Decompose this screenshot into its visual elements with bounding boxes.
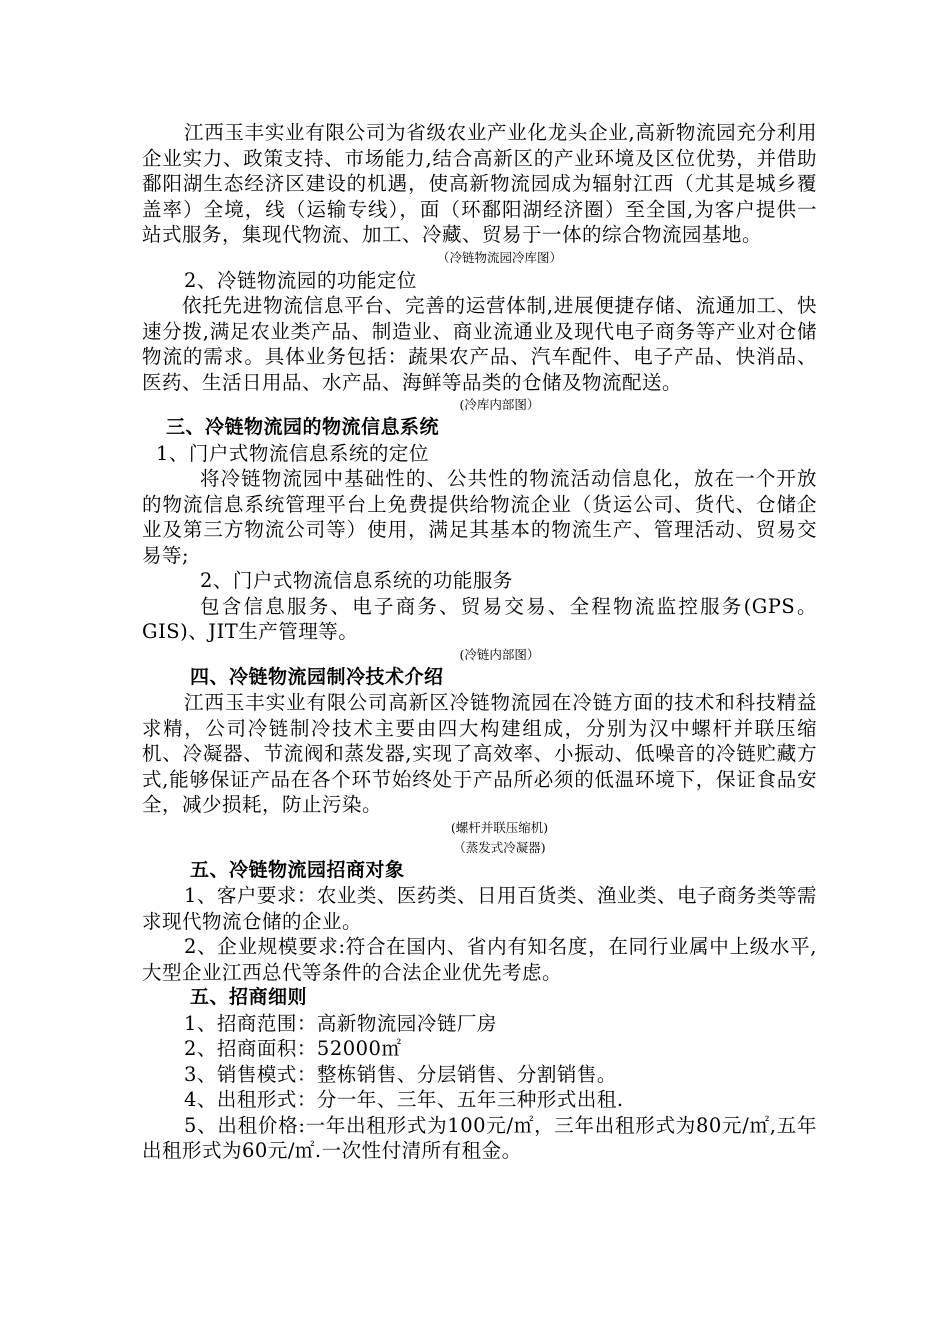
section4-paragraph: 江西玉丰实业有限公司高新区冷链物流园在冷链方面的技术和科技精益求精，公司冷链制冷技术主要由四大构建组成，分别为汉中螺杆并联压缩机、冷凝器、节流阀和蒸发器,实现了高效率、小振动、低噪音的冷链贮藏方式,能够保证产品在各个环节始终处于产品所必须的低温环境下，保证食品安全，减少损耗，防止污染。: [142, 691, 817, 816]
section3-sub2: 2、门户式物流信息系统的功能服务: [200, 569, 513, 592]
section3-para1: 将冷链物流园中基础性的、公共性的物流活动信息化，放在一个开放的物流信息系统管理平台上免费提供给物流企业（货运公司、货代、仓储企业及第三方物流公司等）使用，满足其基本的物流生产、管理活动、贸易交易等;: [142, 467, 817, 567]
image-caption-compressor: (螺杆并联压缩机): [450, 819, 549, 835]
section6-heading: 五、招商细则: [190, 986, 308, 1008]
section3-heading: 三、冷链物流园的物流信息系统: [166, 416, 440, 438]
image-caption-cold-storage: （冷链物流园冷库图）: [436, 249, 562, 265]
section5-para1: 1、客户要求：农业类、医药类、日用百货类、渔业类、电子商务类等需求现代物流仓储的企业。: [142, 884, 817, 933]
section3-para2: 包含信息服务、电子商务、贸易交易、全程物流监控服务(GPS。GIS)、JIT生产管理等。: [142, 594, 817, 643]
intro-paragraph: 江西玉丰实业有限公司为省级农业产业化龙头企业,高新物流园充分利用企业实力、政策支持、市场能力,结合高新区的产业环境及区位优势，并借助鄱阳湖生态经济区建设的机遇，使高新物流园成为辐射江西（尤其是城乡覆盖率）全境，线（运输专线），面（环鄱阳湖经济圈）至全国,为客户提供一站式服务，集现代物流、加工、冷藏、贸易于一体的综合物流园基地。: [142, 121, 817, 246]
section6-item5: 5、出租价格:一年出租形式为100元/㎡，三年出租形式为80元/㎡,五年出租形式为60元/㎡.一次性付清所有租金。: [142, 1113, 817, 1162]
section5-para2: 2、企业规模要求:符合在国内、省内有知名度，在同行业属中上级水平,大型企业江西总代等条件的合法企业优先考虑。: [142, 935, 817, 984]
image-caption-chain-interior: (冷链内部图）: [459, 646, 540, 662]
document-page: [142, 120, 817, 1164]
image-caption-storage-interior: (冷库内部图）: [459, 397, 540, 412]
section6-item4: 4、出租形式：分一年、三年、五年三种形式出租.: [184, 1088, 624, 1111]
section4-heading: 四、冷链物流园制冷技术介绍: [190, 665, 444, 688]
section5-heading: 五、冷链物流园招商对象: [190, 858, 405, 881]
section6-item1: 1、招商范围：高新物流园冷链厂房: [184, 1011, 497, 1035]
section6-item3: 3、销售模式：整栋销售、分层销售、分割销售。: [184, 1062, 617, 1086]
function-subheading: 2、冷链物流园的功能定位: [184, 268, 417, 292]
section6-item2: 2、招商面积：52000㎡: [184, 1037, 402, 1060]
function-paragraph: 依托先进物流信息平台、完善的运营体制,进展便捷存储、流通加工、快速分拨,满足农业类产品、制造业、商业流通业及现代电子商务等产业对仓储物流的需求。具体业务包括：蔬果农产品、汽车配件、电子产品、快消品、医药、生活日用品、水产品、海鲜等品类的仓储及物流配送。: [142, 294, 817, 394]
section3-sub1: 1、门户式物流信息系统的定位: [156, 441, 429, 465]
image-caption-condenser: （蒸发式冷凝器): [453, 839, 546, 855]
